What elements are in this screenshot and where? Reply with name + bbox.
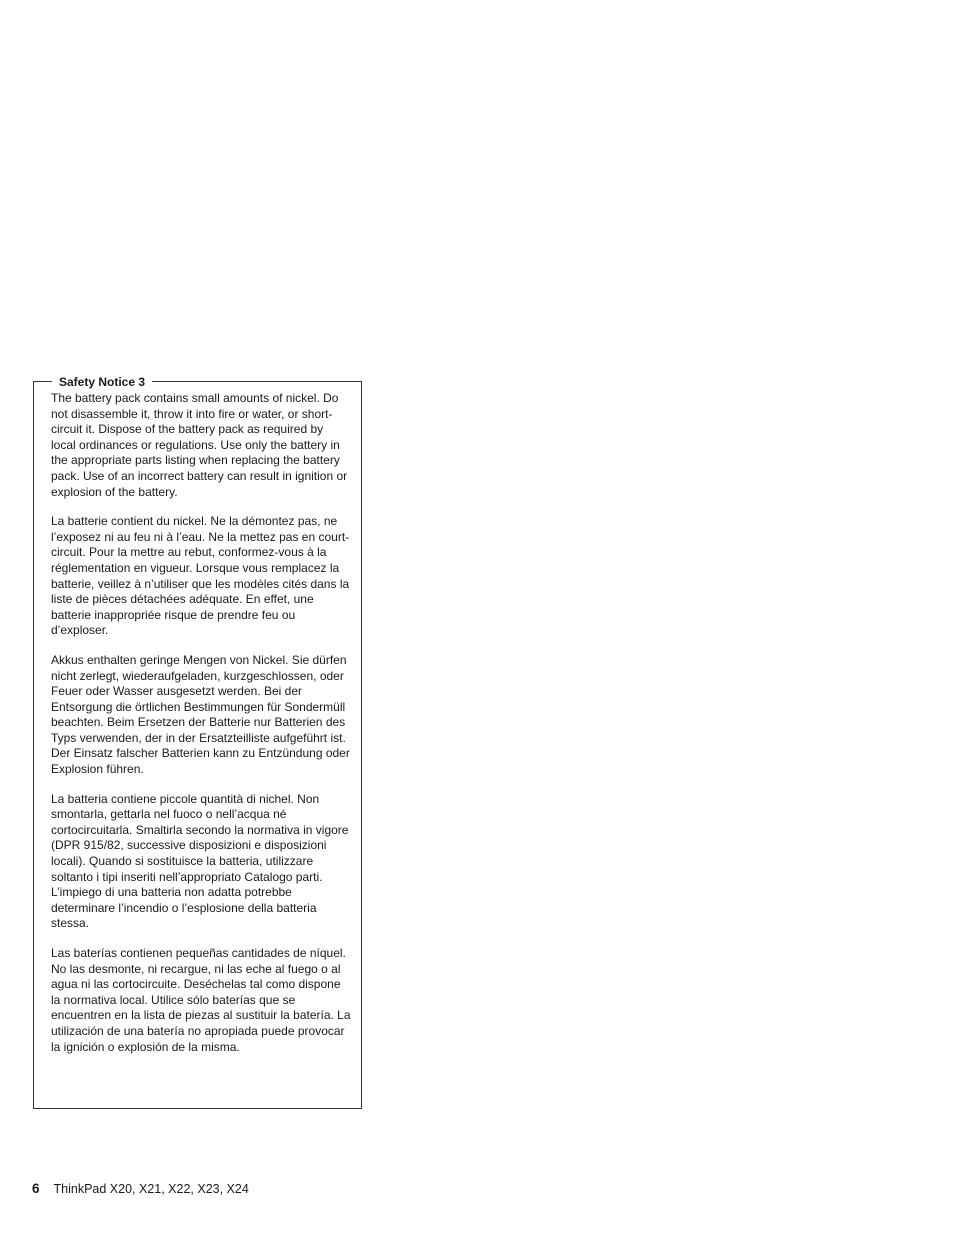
notice-paragraph-german: Akkus enthalten geringe Mengen von Nickel. Sie dürfen nicht zerlegt, wiederaufgeladen, kurzgeschlossen, oder Feuer oder Wasser ausgesetzt werden. Bei der Entsorgung die örtlichen Bestimmungen für Sondermüll beachten. Beim Ersetzen der Batterie nur Batterien des Typs verwenden, der in der Ersatzteilliste aufgeführt ist. Der Einsatz falscher Batterien kann zu Entzündung oder Explosion führen. xyxy=(51,652,350,777)
safety-notice-box xyxy=(33,375,362,1109)
notice-paragraph-english: The battery pack contains small amounts of nickel. Do not disassemble it, throw it into fire or water, or short-circuit it. Dispose of the battery pack as required by local ordinances or regulations. Use only the battery in the appropriate parts listing when replacing the battery pack. Use of an incorrect battery can result in ignition or explosion of the battery. xyxy=(51,391,348,499)
safety-notice-body xyxy=(51,391,351,1055)
page-footer xyxy=(32,1181,249,1197)
notice-paragraph-french: La batterie contient du nickel. Ne la démontez pas, ne l’exposez ni au feu ni à l’eau. Ne la mettez pas en court-circuit. Pour la mettre au rebut, conformez-vous à la réglementation en vigueur. Lorsque vous remplacez la batterie, veillez à n’utiliser que les modèles cités dans la liste de pièces détachées adéquate. En effet, une batterie inappropriée risque de prendre feu ou d’exploser. xyxy=(51,514,350,638)
product-name: ThinkPad X20, X21, X22, X23, X24 xyxy=(53,1182,249,1196)
safety-notice-title: Safety Notice 3 xyxy=(52,375,152,389)
notice-paragraph-spanish: Las baterías contienen pequeñas cantidades de níquel. No las desmonte, ni recargue, ni las eche al fuego o al agua ni las cortocircuite. Deséchelas tal como dispone la normativa local. Utilice sólo baterías que se encuentren en la lista de piezas al sustituir la batería. La utilización de una batería no apropiada puede provocar la ignición o explosión de la misma. xyxy=(51,946,351,1054)
page-number: 6 xyxy=(32,1181,40,1196)
notice-paragraph-italian: La batteria contiene piccole quantità di nichel. Non smontarla, gettarla nel fuoco o nell’acqua né cortocircuitarla. Smaltirla secondo la normativa in vigore (DPR 915/82, successive disposizioni e disposizioni locali). Quando si sostituisce la batteria, utilizzare soltanto i tipi inseriti nell’appropriato Catalogo parti. L’impiego di una batteria non adatta potrebbe determinare l’incendio o l’esplosione della batteria stessa. xyxy=(51,791,349,931)
